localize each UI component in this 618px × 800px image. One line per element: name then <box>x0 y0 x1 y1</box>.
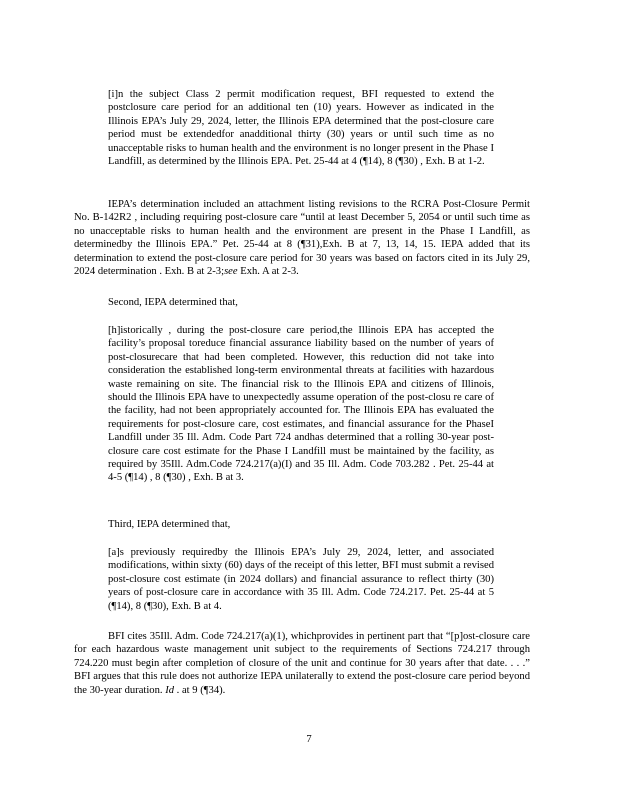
block-quote-2: [h]istorically , during the post-closure care period,the Illinois EPA has accepted the facility’s proposal toreduce financial assurance liability based on the number of years of post-closurecare that had been completed. However, this reduction did not take into consideration the established long-term environmental threats at facilities with hazardous waste remaining on site. The financial risk to the Illinois EPA and citizens of Illinois, should the Illinois EPA have to unexpectedly assume operation of the post-closu re care of the facility, had not been appropriately accounted for. The Illinois EPA has evaluated the requirements for post-closure care, cost estimates, and financial assurance for the PhaseI Landfill under 35 Ill. Adm. Code Part 724 andhas determined that a rolling 30-year post-closure care cost estimate for the Phase I Landfill must be maintained by the facility, as required by 35Ill. Adm.Code 724.217(a)(I) and 35 Ill. Adm. Code 703.282 . Pet. 25-44 at 4-5 (¶14) , 8 (¶30) , Exh. B at 3. <box>108 325 494 484</box>
see-signal: see <box>224 266 238 278</box>
body-paragraph-2-tail: . at 9 (¶34). <box>174 684 226 696</box>
block-quote-3: [a]s previously requiredby the Illinois EPA’s July 29, 2024, letter, and associated modifications, within sixty (60) days of the receipt of this letter, BFI must submit a revised post-closure cost estimate (in 2024 dollars) and financial assurance to reflect thirty (30) years of post-closure care in accordance with 35 Ill. Adm. Code 724.217. Pet. 25-44 at 5 (¶14), 8 (¶30), Exh. B at 4. <box>108 547 494 612</box>
body-paragraph-1 <box>74 198 530 278</box>
body-paragraph-2 <box>74 630 530 697</box>
lead-in-third: Third, IEPA determined that, <box>108 519 231 530</box>
lead-in-second: Second, IEPA determined that, <box>108 297 238 308</box>
id-signal: Id <box>165 684 175 696</box>
body-paragraph-2-text: BFI cites 35Ill. Adm. Code 724.217(a)(1), whichprovides in pertinent part that “[p]ost-closure care for each hazardous waste management unit subject to the requirements of Sections 724.217 through 724.220 must begin after completion of closure of the unit and continue for 30 years after that date. . . .” BFI argues that this rule does not authorize IEPA unilaterally to extend the post-closure care period beyond the 30-year duration. <box>74 631 530 696</box>
block-quote-1: [i]n the subject Class 2 permit modification request, BFI requested to extend the postclosure care period for an additional ten (10) years. However as indicated in the Illinois EPA’s July 29, 2024, letter, the Illinois EPA determined that the post-closure care period must be extendedfor anadditional thirty (30) years or until such time as no unacceptable risks to human health and the environment is no longer present in the Phase I Landfill, as determined by the Illinois EPA. Pet. 25-44 at 4 (¶14), 8 (¶30) , Exh. B at 1-2. <box>108 89 494 168</box>
body-paragraph-1-text: IEPA’s determination included an attachment listing revisions to the RCRA Post-Closure Permit No. B-142R2 , including requiring post-closure care “until at least December 5, 2054 or until such time as no unacceptable risks to human health and the environment are present in the Phase I Landfill, as determinedby the Illinois EPA.” Pet. 25-44 at 8 (¶31),Exh. B at 7, 13, 14, 15. IEPA added that its determination to extend the post-closure care period for 30 years was based on factors cited in its July 29, 2024 determination . Exh. B at 2-3; <box>74 199 530 278</box>
body-paragraph-1-tail: Exh. A at 2-3. <box>237 266 299 278</box>
page-number: 7 <box>306 734 312 745</box>
